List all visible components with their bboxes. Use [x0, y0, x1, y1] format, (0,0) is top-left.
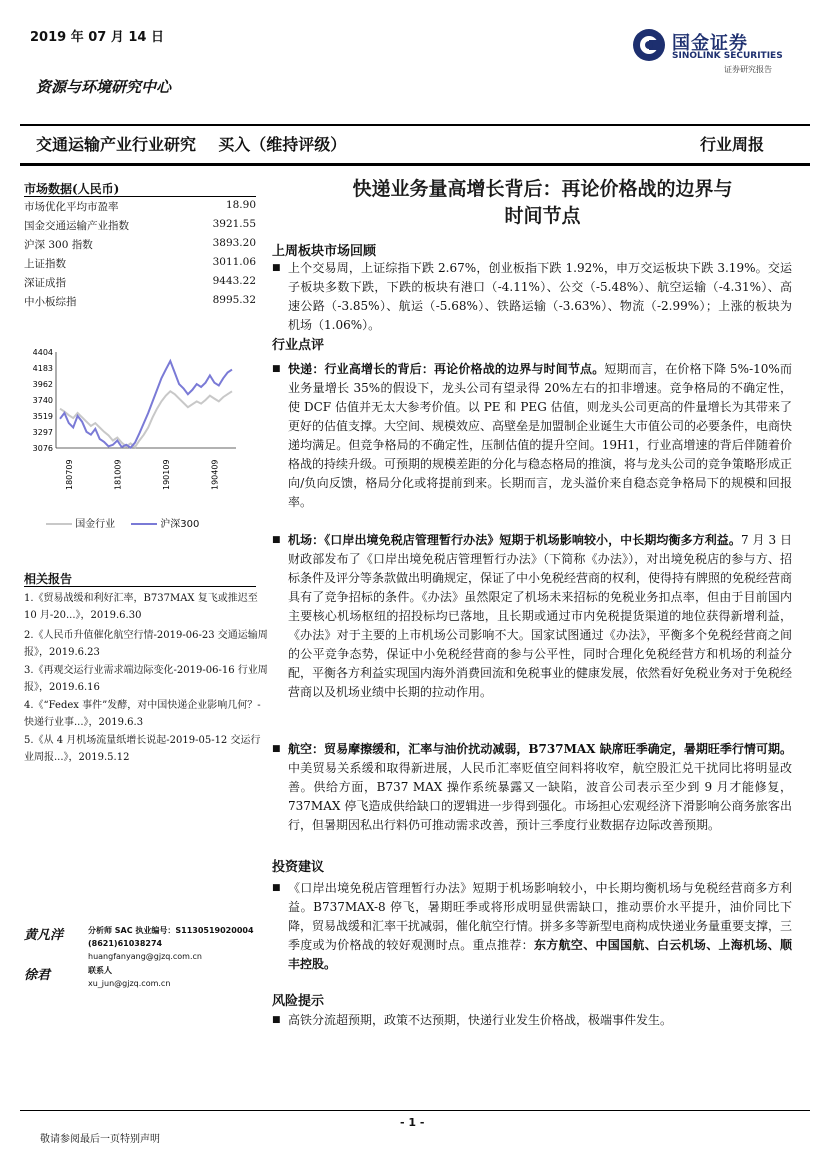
market-data-value: 3011.06: [212, 256, 256, 268]
risk-paragraph: [272, 1011, 792, 1031]
market-data-label: 沪深 300 指数: [24, 239, 93, 251]
related-report-item[interactable]: 1.《贸易战缓和利好汇率，B737MAX 复飞或推迟至 10 月-20...》，2019.6.30: [24, 593, 258, 621]
market-data-label: 市场优化平均市盈率: [24, 201, 119, 213]
y-tick-label: 3962: [32, 379, 53, 389]
header-rule: [20, 124, 810, 126]
airport-heading: 机场：《口岸出境免税店管理暂行办法》短期于机场影响较小，中长期均衡多方利益。: [288, 533, 741, 547]
market-data-label: 国金交通运输产业指数: [24, 220, 129, 232]
aviation-text: 中美贸易关系缓和取得新进展，人民币汇率贬值空间料将收窄，航空股汇兑干扰同比将明显改善。供给方面，B737 MAX 操作系统暴露又一缺陷，波音公司表示至少到 9 月才能修复，737MAX 停飞造成供给缺口的逻辑进一步得到强化。市场担心宏观经济下滑影响公商务旅客出行，但暑期因私出行料仍可推动需求改善，预计三季度行业数据存边际改善预期。: [288, 761, 792, 832]
aviation-heading: 航空：贸易摩擦缓和，汇率与油价扰动减弱，B737MAX 缺席旺季确定，暑期旺季行情可期。: [288, 742, 792, 756]
bullet-icon: ■: [272, 535, 281, 545]
analyst-info: [88, 924, 254, 963]
footer-rule: [20, 1110, 810, 1111]
contact-info: [88, 964, 170, 990]
contact-name: 徐君: [24, 968, 51, 983]
y-tick-label: 3740: [32, 396, 53, 405]
market-data-value: 18.90: [225, 199, 256, 211]
legend-swatch-industry: [46, 523, 72, 525]
related-reports-rule: [24, 586, 256, 587]
y-tick-label: 4404: [32, 348, 53, 357]
market-data-row: [24, 275, 256, 294]
market-data-value: 3921.55: [212, 218, 256, 230]
analyst-email[interactable]: huangfanyang@gjzq.com.cn: [88, 952, 202, 961]
risk-text: 高铁分流超预期，政策不达预期，快递行业发生价格战，极端事件发生。: [288, 1013, 673, 1027]
disclaimer-note: 敬请参阅最后一页特别声明: [40, 1134, 160, 1145]
y-tick-label: 3519: [32, 411, 53, 421]
chart-legend: [46, 515, 199, 530]
report-rating-line: 交通运输产业行业研究 买入（维持评级）: [36, 135, 347, 154]
report-title-line-2: 时间节点: [504, 205, 581, 227]
x-tick-label: 190109: [161, 459, 171, 490]
bullet-icon: ■: [272, 744, 281, 754]
header-rule-thick: [20, 163, 810, 166]
comment-airport: [272, 531, 792, 741]
research-center: 资源与环境研究中心: [36, 78, 172, 96]
section-comments-title: 行业点评: [272, 338, 325, 353]
section-invest-title: 投资建议: [272, 860, 325, 875]
y-tick-label: 3076: [32, 444, 53, 453]
x-tick-label: 190409: [210, 459, 220, 490]
express-heading: 快递：行业高增长的背后：再论价格战的边界与时间节点。: [288, 362, 605, 376]
airport-text: 7 月 3 日财政部发布了《口岸出境免税店管理暂行办法》（下简称《办法》），对出境免税店的参与方、招标条件及评分等条款做出明确规定，保证了中小免税经营商的权利，使得持有牌照的免税经营商具有了竞争招标的条件。《办法》虽然限定了机场未来招标的免税业务扣点率，但由于目前国内主要核心机场枢纽的招投标均已落地，且长期或通过市内免税提货渠道的地位获得新增利益，《办法》对于主要的上市机场公司影响不大。国家试图通过《办法》，平衡多个免税经营商之间的公平竞争态势，保证中小免税经营商的参与公平性，同时合理化免税经营方和机场的利益分配，平衡各方利益实现国内海外消费回流和免税事业的健康发展，依然看好免税业务对于免税经营商以及机场业绩中长期的拉动作用。: [288, 533, 793, 699]
comment-aviation: [272, 740, 792, 852]
x-tick-label: 180709: [64, 459, 74, 490]
contact-block: [24, 964, 274, 994]
related-report-item[interactable]: 5.《从 4 月机场流量纸增长说起-2019-05-12 交运行业周报...》，2019.5.12: [24, 735, 261, 763]
market-data-row: [24, 237, 256, 256]
comment-express: [272, 360, 792, 530]
page-number: - 1 -: [400, 1116, 425, 1129]
section-risk-title: 风险提示: [272, 994, 325, 1009]
index-line-chart: [20, 340, 260, 540]
legend-label-hs300: 沪深300: [160, 519, 200, 530]
market-data-label: 中小板综指: [24, 296, 77, 308]
analyst-block: [24, 924, 274, 964]
section-weekly-title: 上周板块市场回顾: [272, 244, 377, 259]
legend-label-industry: 国金行业: [75, 519, 116, 530]
market-data-value: 3893.20: [212, 237, 256, 249]
invest-text: 《口岸出境免税店管理暂行办法》短期于机场影响较小，中长期均衡机场与免税经营商多方利益。B737MAX-8 停飞，暑期旺季或将形成明显供需缺口，推动票价水平提升，油价同比下降，贸易战缓和汇率干扰减弱，催化航空行情。拼多多等新型电商构成快递业务量重要支撑，三季度或为价格战的较好观测时点。重点推荐：: [288, 881, 793, 952]
express-text: 短期而言，在价格下降 5%-10%而业务量增长 35%的假设下，龙头公司有望录得 20%左右的扣非增速。竞争格局的不确定性，使 DCF 估值并无太大参考价值。以 PE 和 PEG 估值，则龙头公司更高的件量增长为其带来了更好的估值支撑。大空间、规模效应、高壁垒是加盟制企业诞生大市值公司的必要条件，电商快递均满足。但竞争格局的不确定性，压制估值的提升空间。19H1，行业高增速的背后伴随着价格战的持续升级。可预期的规模差距的分化与稳态格局的推演，将与龙头公司的竞争策略形成正向/负向反馈，格局分化或将提前到来。长期而言，龙头溢价来自稳态竞争格局下的规模和回报率。: [288, 362, 793, 509]
report-title: [270, 176, 815, 230]
market-data-value: 8995.32: [212, 294, 256, 306]
market-data-row: [24, 199, 256, 218]
y-tick-label: 4183: [32, 363, 53, 373]
analyst-phone: (8621)61038274: [88, 939, 163, 948]
brand-name-cn: 国金证券: [672, 33, 748, 54]
series-line-hs300: [60, 361, 232, 448]
related-report-item[interactable]: 2.《人民币升值催化航空行情-2019-06-23 交通运输周报》，2019.6.23: [24, 630, 268, 658]
bullet-icon: ■: [272, 883, 281, 893]
weekly-text: 上个交易周，上证综指下跌 2.67%，创业板指下跌 1.92%，申万交运板块下跌 3.19%。交运子板块多数下跌，下跌的板块有港口（-4.11%）、公交（-5.48%）、航空运输（-4.31%）、高速公路（-3.85%）、航运（-5.68%）、铁路运输（-3.63%）、物流（-2.99%）；上涨的板块为机场（1.06%）。: [288, 261, 792, 332]
report-type: 行业周报: [700, 135, 765, 154]
y-tick-label: 3297: [32, 428, 53, 438]
related-report-item[interactable]: 4.《“Fedex 事件”发酵，对中国快递企业影响几何？-快递行业事...》，2019.6.3: [24, 700, 261, 728]
weekly-paragraph: [272, 259, 792, 331]
market-data-row: [24, 218, 256, 237]
invest-picks: 东方航空、中国国航、白云机场、上海机场、顺丰控股。: [288, 938, 792, 971]
contact-email[interactable]: xu_jun@gjzq.com.cn: [88, 979, 171, 988]
market-data-label: 上证指数: [24, 258, 66, 270]
legend-swatch-hs300: [131, 523, 157, 525]
brand-name-en: SINOLINK SECURITIES: [672, 51, 783, 61]
market-data-value: 9443.22: [212, 275, 256, 287]
brand-subtitle: 证券研究报告: [724, 65, 772, 74]
market-data-row: [24, 256, 256, 275]
market-data-row: [24, 294, 256, 313]
invest-paragraph: [272, 879, 792, 997]
market-data-rule: [24, 196, 256, 197]
market-data-label: 深证成指: [24, 277, 66, 289]
report-title-line-1: 快递业务量高增长背后：再论价格战的边界与: [352, 178, 733, 200]
report-date: 2019 年 07 月 14 日: [30, 30, 164, 45]
analyst-sac: 分析师 SAC 执业编号：S1130519020004: [88, 926, 254, 935]
contact-role: 联系人: [88, 966, 112, 975]
bullet-icon: ■: [272, 263, 281, 273]
related-report-item[interactable]: 3.《再观交运行业需求端边际变化-2019-06-16 行业周报》，2019.6.16: [24, 665, 268, 693]
market-data-title: 市场数据(人民币): [24, 182, 120, 196]
bullet-icon: ■: [272, 1015, 281, 1025]
bullet-icon: ■: [272, 364, 281, 374]
x-tick-label: 181009: [113, 459, 123, 490]
analyst-name: 黄凡洋: [24, 928, 64, 943]
related-reports-title: 相关报告: [24, 572, 73, 586]
sinolink-logo-icon: [632, 28, 666, 62]
